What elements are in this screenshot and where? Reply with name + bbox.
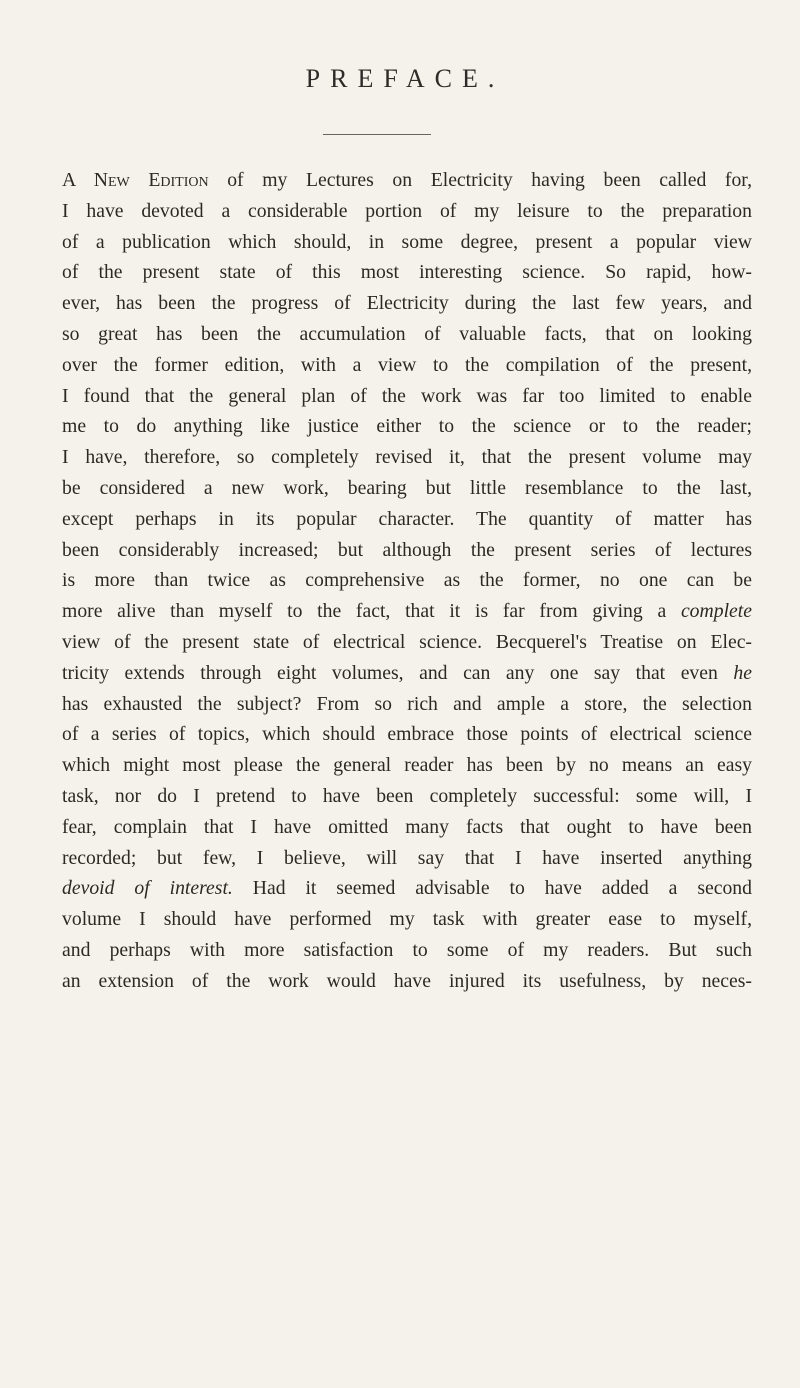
line-text: except perhaps in its popular character. The quantity of matter has <box>62 507 752 530</box>
line-text: been considerably increased; but although the present series of lectures <box>62 538 752 561</box>
text-line <box>62 196 752 227</box>
line-text: and perhaps with more satisfaction to some of my readers. But such <box>62 938 752 961</box>
line-text: so great has been the accumulation of valuable facts, that on looking <box>62 322 752 345</box>
text-line <box>62 873 752 904</box>
line-text: of the present state of this most interesting science. So rapid, how- <box>62 261 752 284</box>
text-line <box>62 442 752 473</box>
text-line <box>62 658 752 689</box>
text-line <box>62 565 752 596</box>
line-text: I found that the general plan of the work was far too limited to enable <box>62 384 752 407</box>
text-line <box>62 966 752 997</box>
line-text: fear, complain that I have omitted many facts that ought to have been <box>62 815 752 838</box>
text-line <box>62 504 752 535</box>
italic-text: devoid of interest. <box>62 877 233 900</box>
line-text: Had it seemed advisable to have added a second <box>232 877 752 900</box>
line-text: has exhausted the subject? From so rich and ample a store, the selection <box>62 692 752 715</box>
text-line <box>62 904 752 935</box>
line-text: ever, has been the progress of Electricity during the last few years, and <box>62 292 752 315</box>
text-line <box>62 257 752 288</box>
text-line <box>62 288 752 319</box>
line-text: of a publication which should, in some degree, present a popular view <box>62 230 752 253</box>
line-text: view of the present state of electrical science. Becquerel's Treatise on Elec- <box>62 630 752 653</box>
text-line <box>62 411 752 442</box>
line-text: tricity extends through eight volumes, and can any one say that even <box>62 661 734 684</box>
title-rule <box>323 134 431 135</box>
small-caps-text: New Edition <box>93 169 209 191</box>
text-line <box>62 381 752 412</box>
line-text: over the former edition, with a view to the compilation of the present, <box>62 353 752 376</box>
line-text: of my Lectures on Electricity having been called for, <box>208 169 752 191</box>
text-line <box>62 165 752 196</box>
line-text: me to do anything like justice either to the science or to the reader; <box>62 415 752 438</box>
line-text: an extension of the work would have injured its usefulness, by neces- <box>62 969 752 992</box>
line-text: task, nor do I pretend to have been completely successful: some will, I <box>62 784 752 807</box>
text-line <box>62 781 752 812</box>
text-line <box>62 596 752 627</box>
text-line <box>62 350 752 381</box>
text-line <box>62 812 752 843</box>
page-title: PREFACE. <box>305 64 505 93</box>
line-text: is more than twice as comprehensive as the former, no one can be <box>62 569 752 592</box>
line-text: more alive than myself to the fact, that it is far from giving a <box>62 600 681 623</box>
line-text: which might most please the general reader has been by no means an easy <box>62 754 752 777</box>
text-line <box>62 843 752 874</box>
text-line <box>62 227 752 258</box>
line-text: of a series of topics, which should embrace those points of electrical science <box>62 723 752 746</box>
text-line <box>62 319 752 350</box>
line-text: I have, therefore, so completely revised it, that the present volume may <box>62 446 752 469</box>
text-line <box>62 473 752 504</box>
text-line <box>62 535 752 566</box>
text-line <box>62 627 752 658</box>
italic-text: he <box>733 661 752 684</box>
line-text: A <box>62 169 94 191</box>
text-line <box>62 689 752 720</box>
preface-body <box>62 165 752 997</box>
line-text: I have devoted a considerable portion of my leisure to the preparation <box>62 199 752 222</box>
text-line <box>62 750 752 781</box>
text-line <box>62 719 752 750</box>
line-text: be considered a new work, bearing but little resemblance to the last, <box>62 476 752 499</box>
line-text: recorded; but few, I believe, will say that I have inserted anything <box>62 846 752 869</box>
line-text: volume I should have performed my task with greater ease to myself, <box>62 908 752 931</box>
italic-text: complete <box>680 600 752 623</box>
text-line <box>62 935 752 966</box>
